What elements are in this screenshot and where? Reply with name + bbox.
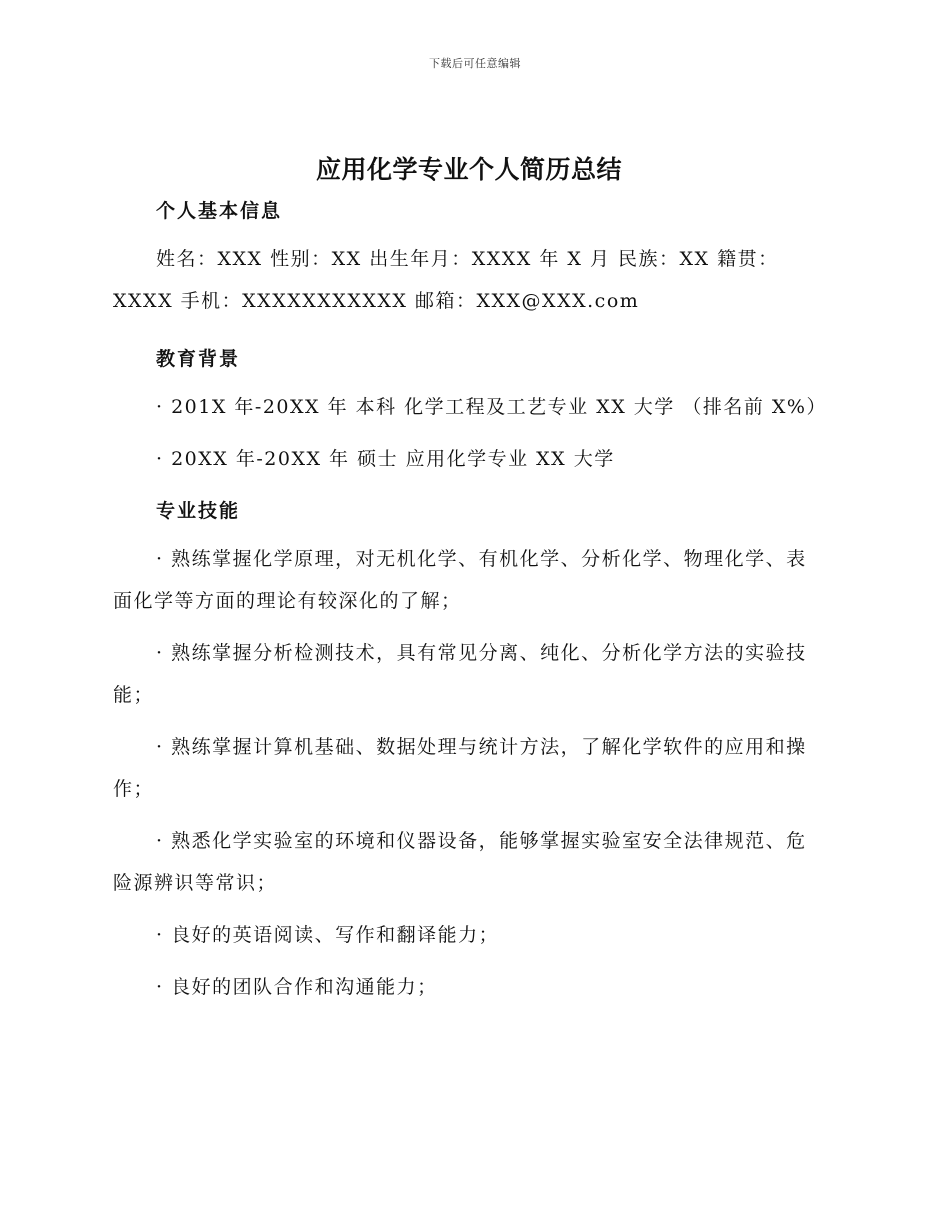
education-item-2: · 20XX 年-20XX 年 硕士 应用化学专业 XX 大学 (156, 448, 615, 470)
skill-item-4: · 熟悉化学实验室的环境和仪器设备，能够掌握实验室安全法律规范、危险源辨识等常识； (113, 830, 807, 894)
section-heading-skills: 专业技能 (156, 500, 241, 522)
skill-item-1: · 熟练掌握化学原理，对无机化学、有机化学、分析化学、物理化学、表面化学等方面的理论有较深化的了解； (113, 548, 807, 612)
education-item-1: · 201X 年-20XX 年 本科 化学工程及工艺专业 XX 大学 （排名前 X%） (156, 396, 827, 418)
skill-item-2: · 熟练掌握分析检测技术，具有常见分离、纯化、分析化学方法的实验技能； (113, 642, 807, 706)
skill-item-6: · 良好的团队合作和沟通能力； (156, 976, 438, 998)
skill-item-5: · 良好的英语阅读、写作和翻译能力； (156, 924, 500, 946)
basic-info-paragraph: 姓名：XXX 性别：XX 出生年月：XXXX 年 X 月 民族：XX 籍贯：XXXX 手机：XXXXXXXXXXX 邮箱：XXX@XXX.com (113, 248, 779, 312)
page-header-note: 下载后可任意编辑 (429, 57, 521, 70)
document-title: 应用化学专业个人简历总结 (315, 155, 622, 184)
skill-item-3: · 熟练掌握计算机基础、数据处理与统计方法，了解化学软件的应用和操作； (113, 736, 807, 800)
section-heading-basic-info: 个人基本信息 (156, 200, 283, 222)
section-heading-education: 教育背景 (156, 348, 241, 370)
document-body (113, 150, 825, 1008)
